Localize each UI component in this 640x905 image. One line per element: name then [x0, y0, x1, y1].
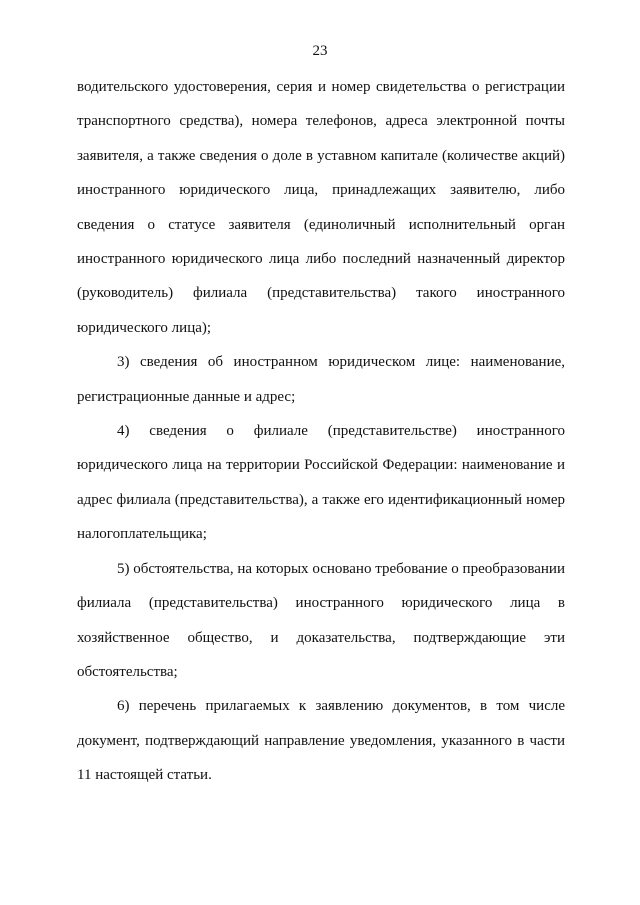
- page-number: 23: [312, 43, 328, 59]
- document-body: [77, 70, 565, 793]
- paragraph-item-5: 5) обстоятельства, на которых основано требование о преобразовании филиала (представительства) иностранного юридического лица в хозяйственное общество, и доказательства, подтверждающие эти обстоятельства;: [77, 560, 565, 680]
- paragraph-item-6: 6) перечень прилагаемых к заявлению документов, в том числе документ, подтверждающий направление уведомления, указанного в части 11 настоящей статьи.: [77, 698, 565, 784]
- paragraph-continuation: водительского удостоверения, серия и номер свидетельства о регистрации транспортного средства), номера телефонов, адреса электронной почты заявителя, а также сведения о доле в уставном капитале (количестве акций) иностранного юридического лица, принадлежащих заявителю, либо сведения о статусе заявителя (единоличный исполнительный орган иностранного юридического лица либо последний назначенный директор (руководитель) филиала (представительства) такого иностранного юридического лица);: [77, 79, 565, 336]
- paragraph-item-3: 3) сведения об иностранном юридическом лице: наименование, регистрационные данные и адрес;: [77, 354, 565, 405]
- paragraph-item-4: 4) сведения о филиале (представительстве) иностранного юридического лица на территории Российской Федерации: наименование и адрес филиала (представительства), а также его идентификационный номер налогоплательщика;: [77, 423, 565, 543]
